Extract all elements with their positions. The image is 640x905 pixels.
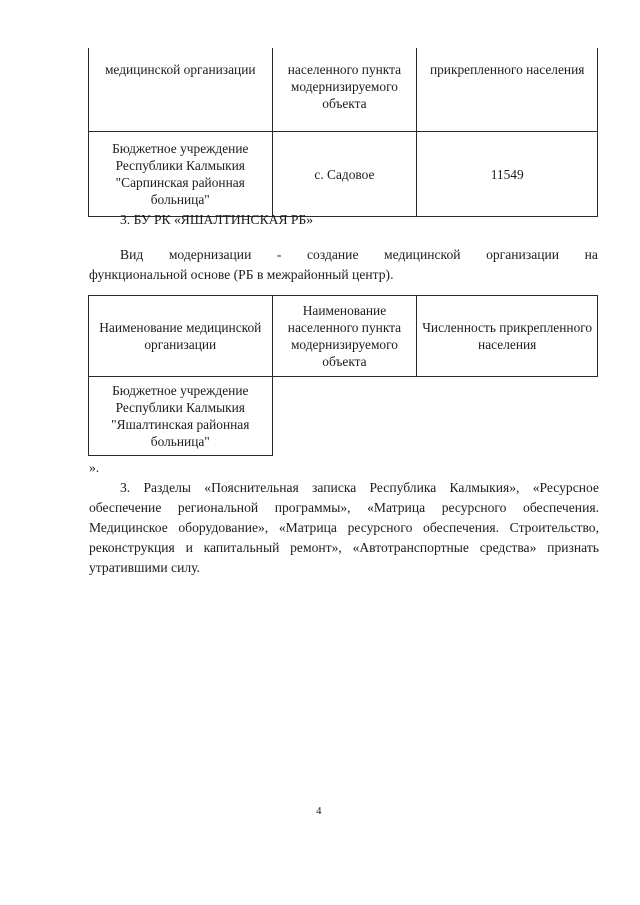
cell-settlement: с. Садовое xyxy=(272,132,417,217)
table-sarpinskaya xyxy=(88,48,598,217)
modernization-line-2: функциональной основе (РБ в межрайонный центр). xyxy=(89,267,394,282)
table-header-row xyxy=(89,48,598,132)
paragraph-3: 3. Разделы «Пояснительная записка Республика Калмыкия», «Ресурсное обеспечение региональной программы», «Матрица ресурсного обеспечения. Медицинское оборудование», «Матрица ресурсного обеспечения. Строительство, реконструкция и капитальный ремонт», «Автотранспортные средства» признать утратившими силу. xyxy=(89,480,599,575)
header-population: Численность прикрепленного населения xyxy=(417,296,598,377)
table-row xyxy=(89,377,598,456)
word: Вид xyxy=(120,247,144,262)
word: создание xyxy=(306,247,359,262)
table-header-row xyxy=(89,296,598,377)
header-settlement: населенного пункта модернизируемого объекта xyxy=(272,48,417,132)
cell-settlement xyxy=(272,377,417,456)
section-heading: 3. БУ РК «ЯШАЛТИНСКАЯ РБ» xyxy=(120,212,314,227)
table-row xyxy=(89,132,598,217)
word: модернизации xyxy=(168,247,252,262)
header-settlement: Наименование населенного пункта модернизируемого объекта xyxy=(272,296,417,377)
cell-population xyxy=(417,377,598,456)
page-number: 4 xyxy=(316,805,322,817)
modernization-line-1 xyxy=(120,245,598,265)
word: - xyxy=(276,247,282,262)
header-organization: медицинской организации xyxy=(89,48,273,132)
word: медицинской xyxy=(384,247,461,262)
closing-quote: ». xyxy=(89,460,100,475)
cell-organization: Бюджетное учреждение Республики Калмыкия "Яшалтинская районная больница" xyxy=(89,377,273,456)
table-yashaltinskaya xyxy=(88,295,598,456)
word: организации xyxy=(486,247,560,262)
header-organization: Наименование медицинской организации xyxy=(89,296,273,377)
cell-organization: Бюджетное учреждение Республики Калмыкия "Сарпинская районная больница" xyxy=(89,132,273,217)
cell-population: 11549 xyxy=(417,132,598,217)
header-population: прикрепленного населения xyxy=(417,48,598,132)
word: на xyxy=(584,247,598,262)
